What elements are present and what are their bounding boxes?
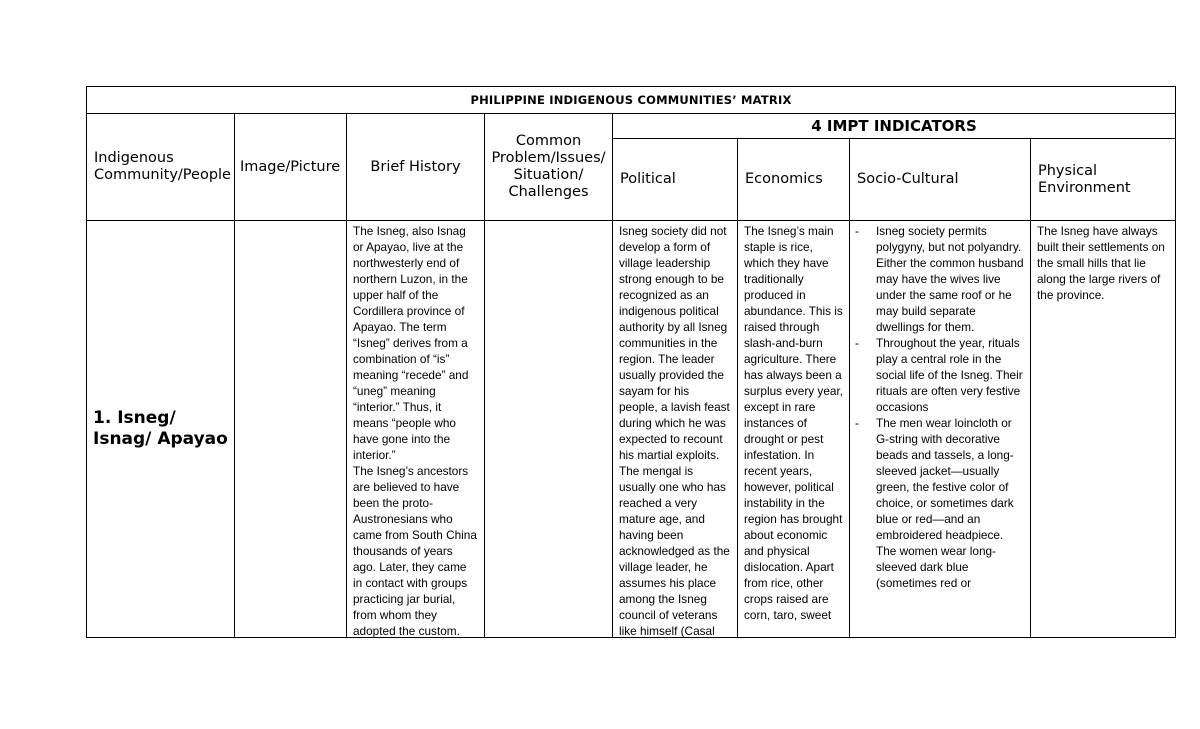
row-community-label: 1. Isneg/ Isnag/ Apayao bbox=[93, 408, 228, 449]
row-community bbox=[86, 220, 235, 638]
header-political-label: Political bbox=[620, 171, 676, 187]
row-problems bbox=[484, 220, 613, 638]
header-physical-label: Physical Environment bbox=[1038, 162, 1131, 196]
political-text: Isneg society did not develop a form of village leadership strong enough to be recognized as an indigenous political authority by all Isneg communities in the region. The leader usually provided the sayam for his people, a lavish feast during which he was expected to recount his martial exploits. The mengal is usually one who has reached a very mature age, and having been acknowledged as the village leader, he assumes his place among the Isneg council of veterans like himself (Casal bbox=[619, 224, 730, 638]
header-history-label: Brief History bbox=[370, 158, 461, 175]
socio-cultural-item: - Throughout the year, rituals play a central role in the social life of the Isneg. Their rituals are often very festive occasions bbox=[852, 335, 1024, 415]
header-socio-cultural-label: Socio-Cultural bbox=[857, 171, 959, 187]
matrix-title: PHILIPPINE INDIGENOUS COMMUNITIES’ MATRIX bbox=[86, 86, 1176, 114]
header-indicators: 4 IMPT INDICATORS bbox=[612, 113, 1176, 139]
history-paragraph-2: The Isneg’s ancestors are believed to have been the proto-Austronesians who came from South China thousands of years ago. Later, they came in contact with groups practicing jar burial, from whom they adopted the custom. bbox=[353, 464, 477, 638]
header-community bbox=[86, 113, 235, 221]
row-political bbox=[612, 220, 738, 638]
header-problems bbox=[484, 113, 613, 221]
header-history bbox=[346, 113, 485, 221]
header-socio-cultural bbox=[849, 138, 1031, 221]
row-socio-cultural bbox=[849, 220, 1031, 638]
row-history bbox=[346, 220, 485, 638]
socio-cultural-item: - The men wear loincloth or G-string with decorative beads and tassels, a long-sleeved jacket—usually green, the festive color of choice, or sometimes dark blue or red—and an embroidered headpiece. The women wear long-sleeved dark blue (sometimes red or bbox=[852, 415, 1024, 591]
row-physical bbox=[1030, 220, 1176, 638]
header-image-label: Image/Picture bbox=[240, 158, 341, 175]
history-paragraph-1: The Isneg, also Isnag or Apayao, live at the northwesterly end of northern Luzon, in the upper half of the Cordillera province of Apayao. The term “Isneg” derives from a combination of “is” meaning “recede” and “uneg” meaning “interior.” Thus, it means “people who have gone into the interior.” bbox=[353, 224, 469, 462]
row-image bbox=[234, 220, 347, 638]
header-problems-label: Common Problem/Issues/ Situation/ Challenges bbox=[491, 133, 606, 200]
row-economics bbox=[737, 220, 850, 638]
header-political bbox=[612, 138, 738, 221]
economics-text: The Isneg’s main staple is rice, which they have traditionally produced in abundance. This is raised through slash-and-burn agriculture. There has always been a surplus every year, except in rare instances of drought or pest infestation. In recent years, however, political instability in the region has brought about economic and physical dislocation. Apart from rice, other crops raised are corn, taro, sweet bbox=[744, 224, 844, 622]
header-economics bbox=[737, 138, 850, 221]
header-physical bbox=[1030, 138, 1176, 221]
header-community-label: Indigenous Community/People bbox=[94, 150, 231, 183]
socio-cultural-item: - Isneg society permits polygyny, but not polyandry. Either the common husband may have the wives live under the same roof or he may build separate dwellings for them. bbox=[852, 223, 1024, 335]
header-image bbox=[234, 113, 347, 221]
physical-text: The Isneg have always built their settlements on the small hills that lie along the large rivers of the province. bbox=[1037, 224, 1165, 302]
socio-cultural-list bbox=[852, 223, 1024, 591]
header-economics-label: Economics bbox=[745, 171, 823, 187]
